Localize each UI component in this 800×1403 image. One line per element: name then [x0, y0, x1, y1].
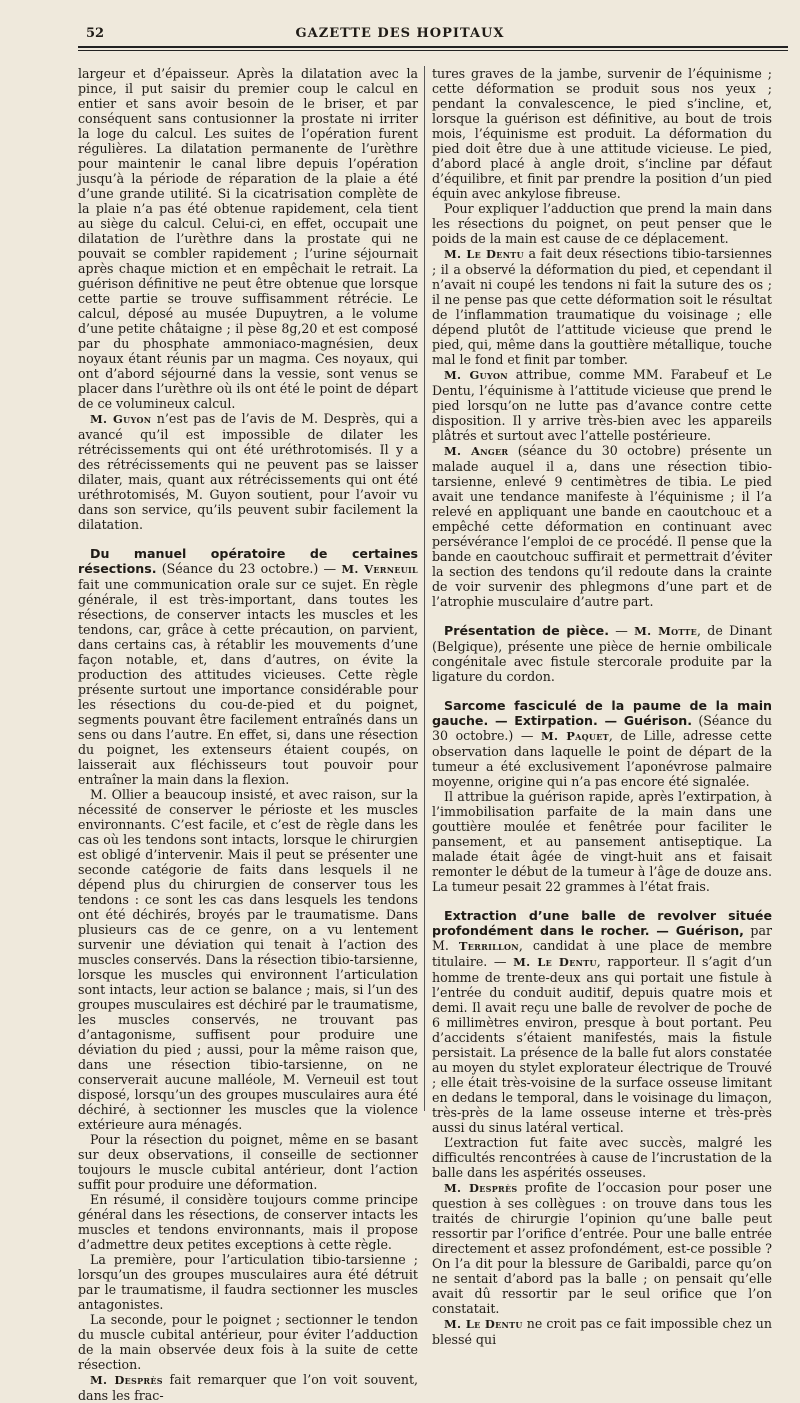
- section-heading: [432, 908, 772, 1135]
- speaker-name: M. Motte: [634, 624, 697, 638]
- speaker-name: M. Le Dentu: [444, 247, 524, 261]
- journal-title: GAZETTE DES HOPITAUX: [295, 26, 505, 41]
- paragraph: [78, 1372, 418, 1403]
- header-rule-thin: [78, 50, 788, 51]
- heading-text: , de Dinant (Belgique), présente une pièce de hernie ombilicale congénitale avec fistule stercorale produite par la ligature du cordon.: [432, 623, 772, 684]
- paragraph: La première, pour l’articulation tibio-tarsienne ; lorsqu’un des groupes musculaires aura été détruit par le traumatisme, il faudra sectionner les muscles antagonistes.: [78, 1252, 418, 1312]
- speaker-name: M. Desprès: [444, 1181, 518, 1195]
- paragraph: Il attribue la guérison rapide, après l’extirpation, à l’immobilisation parfaite de la main dans une gouttière moulée et fenêtrée pour faciliter le pansement, et au pansement antiseptique. La malade était âgée de vingt-huit ans et faisait remonter le début de la tumeur à l’âge de douze ans. La tumeur pesait 22 grammes à l’état frais.: [432, 789, 772, 894]
- heading-text: (Séance du 23 octobre.) —: [156, 561, 342, 576]
- paragraph: [432, 1180, 772, 1316]
- header-rule-thick: [78, 46, 788, 48]
- paragraph: [432, 443, 772, 609]
- speaker-name: M. Anger: [444, 444, 509, 458]
- paragraph: La seconde, pour le poignet ; sectionner le tendon du muscle cubital antérieur, pour éviter l’adduction de la main observée deux fois à la suite de cette résection.: [78, 1312, 418, 1372]
- section-heading: [432, 623, 772, 684]
- speaker-name: M. Guyon: [444, 368, 508, 382]
- paragraph: Pour expliquer l’adduction que prend la main dans les résections du poignet, on peut penser que le poids de la main est cause de ce déplacement.: [432, 201, 772, 246]
- heading-text: par M.: [432, 923, 772, 953]
- paragraph-text: ne croit pas ce fait impossible chez un blessé qui: [432, 1316, 772, 1347]
- section-title: Du manuel opératoire de certaines résections.: [78, 546, 418, 576]
- paragraph: Pour la résection du poignet, même en se basant sur deux observations, il conseille de sectionner toujours le muscle cubital antérieur, dont l’action suffit pour produire une déformation.: [78, 1132, 418, 1192]
- paragraph-text: n’est pas de l’avis de M. Desprès, qui a avancé qu’il est impossible de dilater les rétrécissements qui ont été uréthrotomisés. Il y a des rétrécissements qui ne peuvent pas se laisser dilater, mais, quant aux rétrécissements qui ont été uréthrotomisés, M. Guyon soutient, pour l’avoir vu dans son service, qu’ils peuvent subir facilement la dilatation.: [78, 411, 418, 532]
- paragraph: [78, 411, 418, 532]
- paragraph-text: profite de l’occasion pour poser une question à ses collègues : on trouve dans tous les traités de chirurgie l’opinion qu’une balle peut ressortir par l’orifice d’entrée. Pour une balle entrée directement et assez profondément, est-ce possible ? On l’a dit pour la blessure de Garibaldi, parce qu’on ne sentait d’abord pas la balle ; on pensait qu’elle avait dû ressortir par le seul orifice que l’on constatait.: [432, 1180, 773, 1316]
- speaker-name: M. Le Dentu: [444, 1317, 523, 1331]
- speaker-name: M. Guyon: [90, 412, 152, 426]
- right-column: [432, 66, 772, 1347]
- paragraph: [432, 1316, 772, 1347]
- section-title: Sarcome fasciculé de la paume de la main gauche. — Extirpation. — Guérison.: [432, 698, 772, 728]
- speaker-name: M. Le Dentu: [513, 955, 597, 969]
- speaker-name: M. Desprès: [90, 1373, 163, 1387]
- paragraph: tures graves de la jambe, survenir de l’équinisme ; cette déformation se produit sous nos yeux ; pendant la convalescence, le pied s’incline, et, lorsque la guérison est définitive, au bout de trois mois, l’équinisme est produit. La déformation du pied doit être due à une attitude vicieuse. Le pied, d’abord placé à angle droit, s’incline par défaut d’équilibre, et finit par prendre la position d’un pied équin avec ankylose fibreuse.: [432, 66, 772, 201]
- paragraph: [432, 367, 772, 443]
- page-number: 52: [86, 26, 105, 41]
- heading-text: , candidat à une place de membre titulaire. —: [432, 938, 773, 969]
- paragraph: M. Ollier a beaucoup insisté, et avec raison, sur la nécessité de conserver le périoste et les muscles environnants. C’est facile, et c’est de règle dans les cas où les tendons sont intacts, lorsque le chirurgien est obligé d’intervenir. Mais il peut se présenter une seconde catégorie de faits dans lesquels il ne dépend plus du chirurgien de conserver tous les tendons : ce sont les cas dans lesquels les tendons ont été déchirés, broyés par le traumatisme. Dans plusieurs cas de ce genre, on a vu lentement survenir une déviation qui tenait à l’action des muscles conservés. Dans la résection tibio-tarsienne, lorsque les muscles qui environnent l’articulation sont intacts, leur action se balance ; mais, si l’un des groupes musculaires est déchiré par le traumatisme, les muscles conservés, ne trouvant pas d’antagonisme, suffisent pour produire une déviation du pied ; aussi, pour la même raison que, dans une résection tibio-tarsienne, on ne conserverait aucune malléole, M. Verneuil est tout disposé, lorsqu’un des groupes musculaires aura été déchiré, à sectionner les muscles que la violence extérieure aura ménagés.: [78, 787, 418, 1132]
- section-title: Extraction d’une balle de revolver située profondément dans le rocher. — Guérison,: [432, 908, 772, 938]
- candidate-name: Terrillon: [458, 939, 519, 953]
- paragraph: L’extraction fut faite avec succès, malgré les difficultés rencontrées à cause de l’incrustation de la balle dans les aspérités osseuses.: [432, 1135, 772, 1180]
- section-title: Présentation de pièce.: [444, 623, 609, 638]
- left-column: [78, 66, 418, 1403]
- heading-text: (Séance du 30 octobre.) —: [432, 713, 772, 743]
- paragraph-text: fait remarquer que l’on voit souvent, dans les frac-: [78, 1372, 419, 1403]
- paragraph-text: (séance du 30 octobre) présente un malade auquel il a, dans une résection tibio-tarsienne, enlevé 9 centimètres de tibia. Le pied avait une tendance manifeste à l’équinisme ; il l’a relevé en appliquant une bande en caoutchouc et a empêché cette déformation en continuant avec persévérance l’emploi de ce procédé. Il pense que la bande en caoutchouc suffirait et permettrait d’éviter la section des tendons qu’il redoute dans la crainte de voir survenir des phlegmons d’une part et de l’atrophie musculaire d’autre part.: [432, 443, 772, 609]
- paragraph-text: a fait deux résections tibio-tarsiennes ; il a observé la déformation du pied, et cependant il n’avait ni coupé les tendons ni fait la suture des os ; il ne pense pas que cette déformation soit le résultat de l’inflammation traumatique du voisinage ; elle dépend plutôt de l’attitude vicieuse que prend le pied, qui, même dans la gouttière métallique, touche mal le fond et finit par tomber.: [432, 246, 772, 367]
- heading-text: —: [609, 623, 635, 638]
- heading-text: , de Lille, adresse cette observation dans laquelle le point de départ de la tumeur a été exclusivement l’aponévrose palmaire moyenne, origine qui n’a pas encore été signalée.: [432, 728, 772, 789]
- column-divider: [424, 66, 425, 1111]
- paragraph: En résumé, il considère toujours comme principe général dans les résections, de conserver intacts les muscles et tendons environnants, mais il propose d’admettre deux petites exceptions à cette règle.: [78, 1192, 418, 1252]
- speaker-name: M. Paquet: [541, 729, 609, 743]
- heading-text: , rapporteur. Il s’agit d’un homme de trente-deux ans qui portait une fistule à l’entrée du conduit auditif, depuis quatre mois et demi. Il avait reçu une balle de revolver de poche de 6 millimètres environ, presque à bout portant. Peu d’accidents s’étaient manifestés, mais la fistule persistait. La présence de la balle fut alors constatée au moyen du stylet explorateur électrique de Trouvé ; elle était très-voisine de la surface osseuse limitant en dedans le temporal, dans le voisinage du limaçon, très-près de la lame osseuse interne et très-près aussi du sinus latéral vertical.: [432, 954, 772, 1135]
- heading-text: fait une communication orale sur ce sujet. En règle générale, il est très-important, dans toutes les résections, de conserver intacts les muscles et les tendons, car, grâce à cette précaution, on parvient, dans certains cas, à rétablir les mouvements d’une façon notable, et, dans d’autres, on évite la production des attitudes vicieuses. Cette règle présente surtout une importance considérable pour les résections du cou-de-pied et du poignet, segments pouvant être facilement entraînés dans un sens ou dans l’autre. En effet, si, dans une résection du poignet, les extenseurs étaient coupés, on laisserait aux fléchisseurs tout pouvoir pour entraîner la main dans la flexion.: [78, 577, 418, 787]
- speaker-name: M. Verneuil: [341, 562, 418, 576]
- paragraph-text: attribue, comme MM. Farabeuf et Le Dentu, l’équinisme à l’attitude vicieuse que prend le pied lorsqu’on ne lutte pas d’avance contre cette disposition. Il y arrive très-bien avec les appareils plâtrés et surtout avec l’attelle postérieure.: [432, 367, 772, 443]
- paragraph: largeur et d’épaisseur. Après la dilatation avec la pince, il put saisir du premier coup le calcul en entier et sans avoir besoin de le briser, et par conséquent sans contusionner la prostate ni irriter la loge du calcul. Les suites de l’opération furent régulières. La dilatation permanente de l’urèthre pour maintenir le canal libre depuis l’opération jusqu’à la période de réparation de la plaie a été d’une grande utilité. Si la cicatrisation complète de la plaie n’a pas été obtenue rapidement, cela tient au siège du calcul. Celui-ci, en effet, occupait une dilatation de l’urèthre dans la prostate qui ne pouvait se combler rapidement ; l’urine séjournait après chaque miction et en empêchait le retrait. La guérison définitive ne peut être obtenue que lorsque cette partie se trouve suffisamment rétrécie. Le calcul, déposé au musée Dupuytren, a le volume d’une petite châtaigne ; il pèse 8g,20 et est composé par du phosphate ammoniaco-magnésien, deux noyaux étant réunis par un magma. Ces noyaux, qui ont d’abord séjourné dans la vessie, sont venus se placer dans l’urèthre où ils ont été le point de départ de ce volumineux calcul.: [78, 66, 418, 411]
- paragraph: [432, 246, 772, 367]
- section-heading: [78, 546, 418, 787]
- section-heading: [432, 698, 772, 789]
